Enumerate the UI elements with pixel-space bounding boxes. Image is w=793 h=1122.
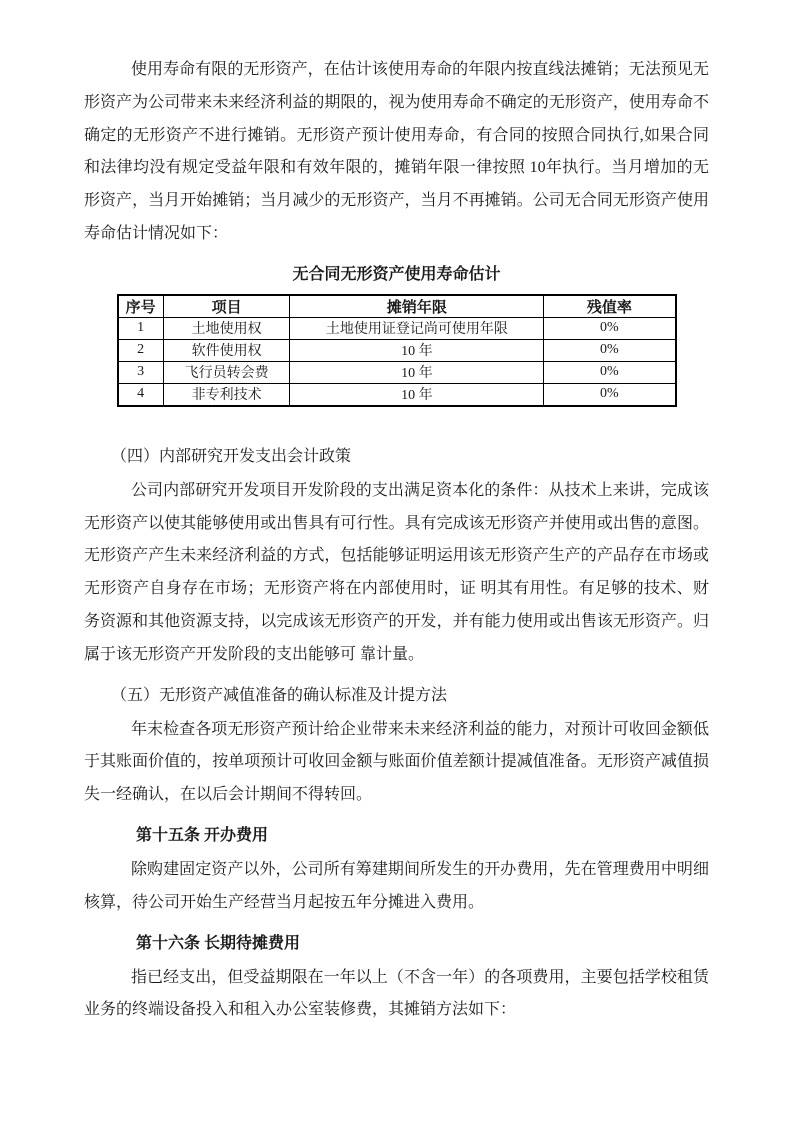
paragraph-article-15-body: 除购建固定资产以外，公司所有筹建期间所发生的开办费用，先在管理费用中明细核算，待公司开始生产经营当月起按五年分摊进入费用。 (84, 860, 709, 911)
paragraph-section-4-body: 公司内部研究开发项目开发阶段的支出满足资本化的条件：从技术上来讲，完成该无形资产以使其能够使用或出售具有可行性。具有完成该无形资产并使用或出售的意图。无形资产产生未来经济利益的方式，包括能够证明运用该无形资产生产的产品存在市场或无形资产自身存在市场；无形资产将在内部使用时，证 明其有用性。有足够的技术、财务资源和其他资源支持，以完成该无形资产的开发，并有能力使用或出售该无形资产。归属于该无形资产开发阶段的支出能够可 靠计量。 (84, 481, 709, 663)
paragraph-article-16-body: 指已经支出，但受益期限在一年以上（不含一年）的各项费用，主要包括学校租赁业务的终端设备投入和租入办公室装修费，其摊销方法如下： (84, 968, 709, 1019)
table-row (118, 383, 676, 406)
header-cell-item: 项目 (163, 295, 290, 318)
header-cell-residual-rate: 残值率 (544, 295, 676, 318)
cell-rate: 0% (544, 361, 676, 383)
cell-period: 10 年 (290, 383, 544, 406)
cell-seq: 3 (118, 361, 164, 383)
cell-item: 非专利技术 (163, 383, 290, 406)
cell-item: 软件使用权 (163, 339, 290, 361)
cell-seq: 2 (118, 339, 164, 361)
section-heading-5: （五）无形资产减值准备的确认标准及计提方法 (111, 686, 448, 704)
intangible-assets-useful-life-table (117, 294, 677, 407)
table-header-row (118, 295, 676, 318)
cell-period: 10 年 (290, 339, 544, 361)
cell-period: 土地使用证登记尚可使用年限 (290, 317, 544, 339)
cell-rate: 0% (544, 339, 676, 361)
cell-item: 飞行员转会费 (163, 361, 290, 383)
paragraph-section-5-body: 年末检查各项无形资产预计给企业带来未来经济利益的能力，对预计可收回金额低于其账面价值的，按单项预计可收回金额与账面价值差额计提减值准备。无形资产减值损失一经确认，在以后会计期间不得转回。 (84, 720, 709, 804)
header-cell-amortization-period: 摊销年限 (290, 295, 544, 318)
cell-rate: 0% (544, 383, 676, 406)
article-heading-15: 第十五条 开办费用 (136, 826, 269, 844)
cell-seq: 1 (118, 317, 164, 339)
cell-item: 土地使用权 (163, 317, 290, 339)
table-row (118, 317, 676, 339)
header-cell-seq: 序号 (118, 295, 164, 318)
table-title: 无合同无形资产使用寿命估计 (292, 265, 501, 283)
cell-period: 10 年 (290, 361, 544, 383)
section-heading-4: （四）内部研究开发支出会计政策 (111, 447, 352, 465)
cell-seq: 4 (118, 383, 164, 406)
article-heading-16: 第十六条 长期待摊费用 (136, 934, 301, 952)
table-row (118, 339, 676, 361)
paragraph-amortization-policy: 使用寿命有限的无形资产，在估计该使用寿命的年限内按直线法摊销；无法预见无形资产为公司带来未来经济利益的期限的，视为使用寿命不确定的无形资产，使用寿命不确定的无形资产不进行摊销。无形资产预计使用寿命，有合同的按照合同执行,如果合同和法律均没有规定受益年限和有效年限的，摊销年限一律按照 10年执行。当月增加的无形资产，当月开始摊销；当月减少的无形资产，当月不再摊销。公司无合同无形资产使用寿命估计情况如下： (84, 61, 709, 242)
cell-rate: 0% (544, 317, 676, 339)
table-row (118, 361, 676, 383)
